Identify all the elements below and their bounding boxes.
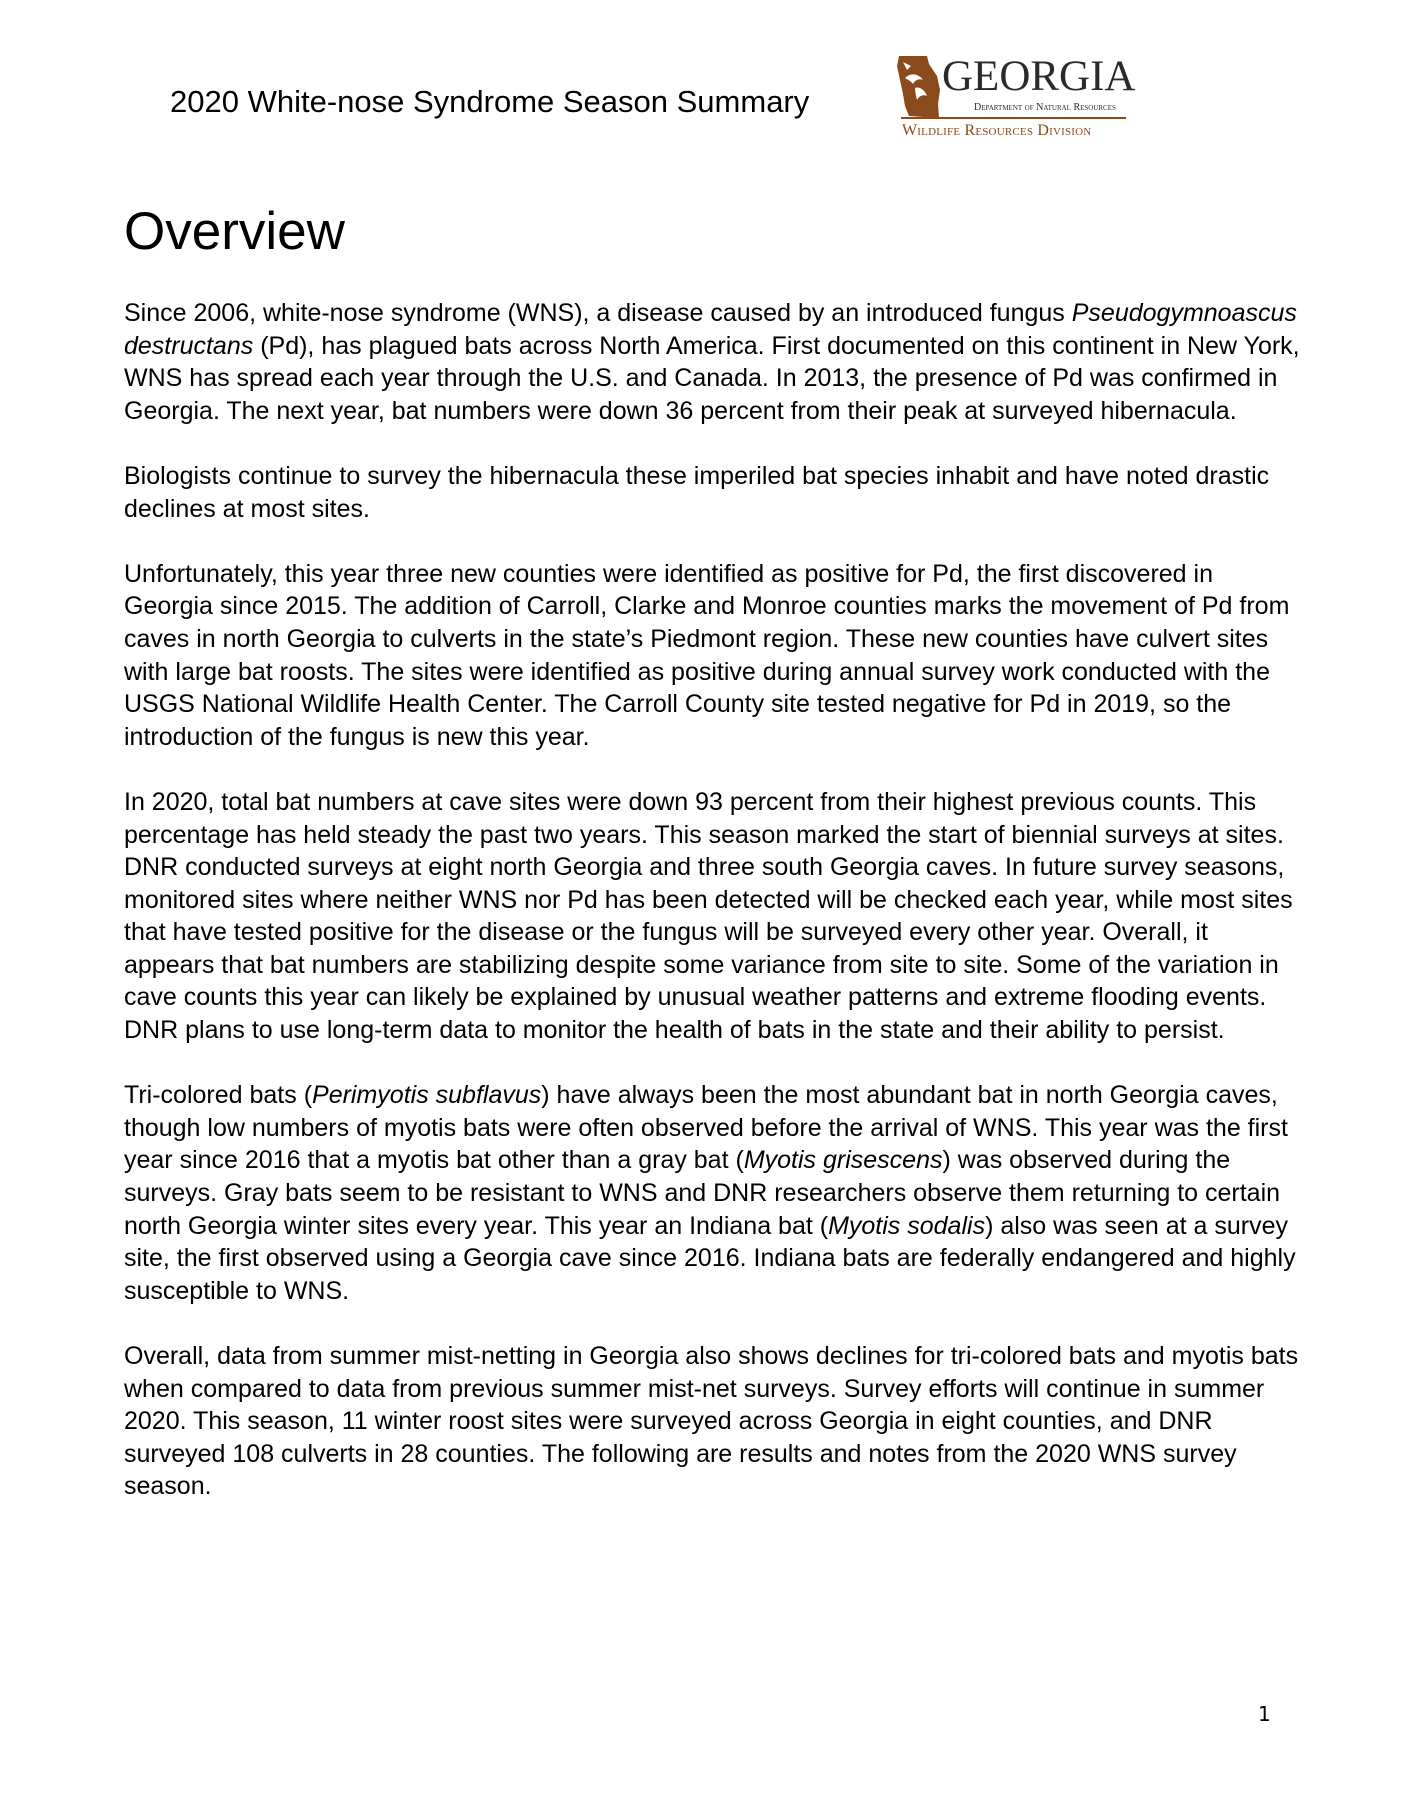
body-paragraph — [124, 460, 1304, 525]
paragraph-text: ) have always been the most abundant bat in north Georgia caves, though low numbers of myotis bats were often observed before the arrival of WNS. This year was the first year since 2016 that a myotis bat other than a gray bat ( — [124, 1081, 1288, 1175]
logo-department: Department of Natural Resources — [974, 102, 1116, 113]
paragraph-text: Unfortunately, this year three new counties were identified as positive for Pd, the first discovered in Georgia since 2015. The addition of Carroll, Clarke and Monroe counties marks the movement of Pd from caves in north Georgia to culverts in the state’s Piedmont region. These new counties have culvert sites with large bat roosts. The sites were identified as positive during annual survey work conducted with the USGS National Wildlife Health Center. The Carroll County site tested negative for Pd in 2019, so the introduction of the fungus is new this year. — [124, 559, 1290, 751]
paragraph-text: ) also was seen at a survey site, the first observed using a Georgia cave since 2016. Indiana bats are federally endangered and highly susceptible to WNS. — [124, 1211, 1296, 1305]
italic-species-name: Pseudogymnoascus destructans — [124, 299, 1297, 360]
italic-species-name: Perimyotis subflavus — [312, 1081, 542, 1110]
logo-divider — [901, 117, 1126, 119]
logo-wordmark: GEORGIA — [942, 53, 1136, 100]
page-title: Overview — [124, 202, 345, 261]
paragraph-text: In 2020, total bat numbers at cave sites were down 93 percent from their highest previous counts. This percentage has held steady the past two years. This season marked the start of biennial surveys at sites. DNR conducted surveys at eight north Georgia and three south Georgia caves. In future survey seasons, monitored sites where neither WNS nor Pd has been detected will be checked each year, while most sites that have tested positive for the disease or the fungus will be surveyed every other year. Overall, it appears that bat numbers are stabilizing despite some variance from site to site. Some of the variation in cave counts this year can likely be explained by unusual weather patterns and extreme flooding events. DNR plans to use long-term data to monitor the health of bats in the state and their ability to persist. — [124, 787, 1293, 1045]
document-body — [124, 297, 1304, 1536]
page-number: 1 — [1258, 1702, 1271, 1726]
paragraph-text: (Pd), has plagued bats across North America. First documented on this continent in New York, WNS has spread each year through the U.S. and Canada. In 2013, the presence of Pd was confirmed in Georgia. The next year, bat numbers were down 36 percent from their peak at surveyed hibernacula. — [124, 331, 1300, 425]
georgia-dnr-logo — [893, 50, 1136, 145]
paragraph-text: Biologists continue to survey the hibernacula these imperiled bat species inhabit and have noted drastic declines at most sites. — [124, 461, 1270, 523]
paragraph-text: ) was observed during the surveys. Gray bats seem to be resistant to WNS and DNR researchers observe them returning to certain north Georgia winter sites every year. This year an Indiana bat ( — [124, 1146, 1281, 1240]
body-paragraph — [124, 786, 1304, 1047]
paragraph-text: Overall, data from summer mist-netting in Georgia also shows declines for tri-colored bats and myotis bats when compared to data from previous summer mist-net surveys. Survey efforts will continue in summer 2020. This season, 11 winter roost sites were surveyed across Georgia in eight counties, and DNR surveyed 108 culverts in 28 counties. The following are results and notes from the 2020 WNS survey season. — [124, 1342, 1299, 1501]
body-paragraph — [124, 297, 1304, 427]
paragraph-text: Since 2006, white-nose syndrome (WNS), a disease caused by an introduced fungus — [124, 299, 1072, 327]
paragraph-text: Tri-colored bats ( — [124, 1081, 313, 1110]
georgia-state-emblem-icon — [893, 54, 943, 120]
body-paragraph — [124, 1079, 1304, 1307]
italic-species-name: Myotis grisescens — [743, 1146, 943, 1175]
italic-species-name: Myotis sodalis — [828, 1211, 986, 1240]
logo-division: Wildlife Resources Division — [902, 122, 1092, 139]
body-paragraph — [124, 1340, 1304, 1503]
body-paragraph — [124, 558, 1304, 754]
document-header-title: 2020 White-nose Syndrome Season Summary — [170, 84, 810, 119]
